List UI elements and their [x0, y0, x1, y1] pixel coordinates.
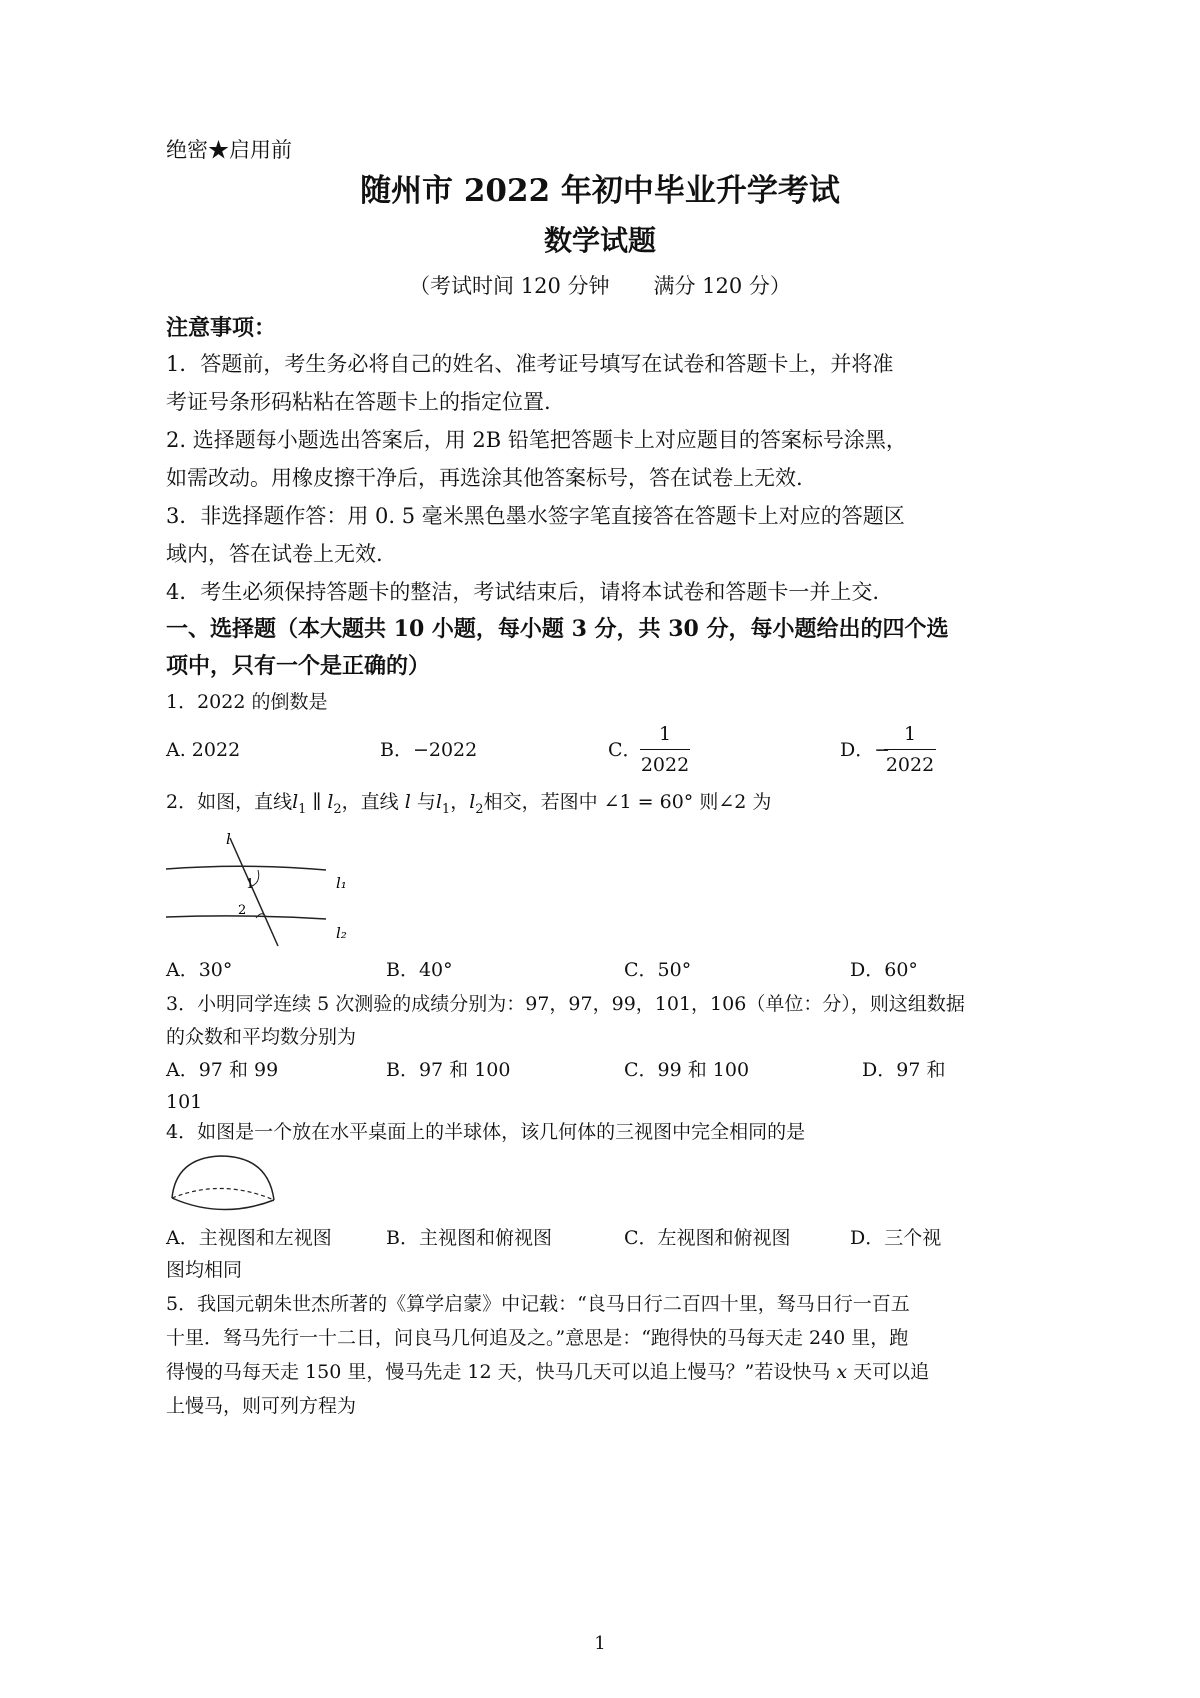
q4-option-d-cont: 图均相同 [166, 1259, 243, 1281]
exam-time: （考试时间 120 分钟 [409, 274, 610, 298]
fraction-bar [640, 749, 690, 750]
q5-var-x: x [836, 1361, 848, 1383]
q2-var: l [292, 791, 299, 813]
section-heading: 一、选择题（本大题共 10 小题，每小题 3 分，共 30 分，每小题给出的四个选 [166, 616, 949, 642]
q5-text: 得慢的马每天走 150 里，慢马先走 12 天，快马几天可以追上慢马？”若设快马 [166, 1361, 837, 1383]
question-5-line: 上慢马，则可列方程为 [166, 1395, 357, 1417]
q3-option-c: C．99 和 100 [624, 1059, 750, 1081]
q2-option-b: B．40° [386, 959, 453, 981]
fig-label-l2: l₂ [336, 924, 347, 942]
q2-text: 相交，若图中 ∠1 = 60° 则∠2 为 [483, 791, 772, 813]
parallel-lines-figure [166, 830, 366, 950]
q4-option-d: D．三个视 [850, 1227, 942, 1249]
q5-text: 天可以追 [847, 1361, 930, 1383]
exam-title: 随州市 2022 年初中毕业升学考试 [360, 173, 840, 209]
question-1-stem: 1．2022 的倒数是 [166, 691, 328, 713]
hemisphere-figure [166, 1150, 286, 1218]
exam-subtitle: 数学试题 [543, 224, 656, 257]
question-4-stem: 4．如图是一个放在水平桌面上的半球体，该几何体的三视图中完全相同的是 [166, 1121, 806, 1143]
notice-line: 2. 选择题每小题选出答案后，用 2B 铅笔把答题卡上对应题目的答案标号涂黑， [166, 428, 907, 452]
q2-text: ，直线 [341, 791, 405, 813]
fig-label-angle2: 2 [238, 903, 247, 918]
fig-label-angle1: 1 [246, 877, 255, 892]
notice-line: 如需改动。用橡皮擦干净后，再选涂其他答案标号，答在试卷上无效. [166, 466, 803, 490]
fraction-numerator: 1 [903, 723, 917, 745]
q3-option-a: A．97 和 99 [166, 1059, 279, 1081]
question-3-stem: 3．小明同学连续 5 次测验的成绩分别为：97，97，99，101，106（单位：分），则这组数据 [166, 993, 965, 1015]
notice-heading: 注意事项： [166, 315, 277, 341]
question-5-line [166, 1360, 929, 1384]
q1-option-d-fraction [884, 722, 936, 777]
notice-line: 考证号条形码粘粘在答题卡上的指定位置. [166, 390, 551, 414]
q2-text: 与 [410, 791, 436, 813]
q2-var: l [327, 791, 334, 813]
notice-line: 4．考生必须保持答题卡的整洁，考试结束后，请将本试卷和答题卡一并上交. [166, 580, 880, 604]
notice-line: 域内，答在试卷上无效. [166, 542, 383, 566]
fraction-denominator: 2022 [640, 754, 690, 776]
fraction-numerator: 1 [658, 723, 672, 745]
q2-sub: 1 [441, 801, 451, 817]
q2-var: l [404, 791, 411, 813]
q2-option-c: C．50° [624, 959, 692, 981]
q2-sub: 2 [333, 801, 342, 817]
q1-option-c-label: C． [608, 739, 642, 761]
q1-option-c-fraction [640, 722, 690, 777]
secret-label: 绝密★启用前 [166, 138, 292, 162]
q2-text: 2．如图，直线 [166, 791, 293, 813]
fig-label-l1: l₁ [336, 874, 347, 892]
q2-text: ， [450, 791, 470, 813]
notice-line: 1．答题前，考生务必将自己的姓名、准考证号填写在试卷和答题卡上，并将准 [166, 352, 894, 376]
exam-info [0, 274, 1200, 298]
notice-line: 3．非选择题作答：用 0. 5 毫米黑色墨水签字笔直接答在答题卡上对应的答题区 [166, 504, 905, 528]
page-number: 1 [594, 1633, 606, 1654]
question-2-stem [166, 790, 771, 822]
q2-sub: 2 [475, 801, 484, 817]
fig-label-l: l [226, 830, 231, 848]
q4-option-a: A．主视图和左视图 [166, 1227, 332, 1249]
q2-option-a: A．30° [166, 959, 233, 981]
q2-text: ∥ [306, 791, 328, 813]
question-5-line: 十里．驽马先行一十二日，问良马几何追及之。”意思是：“跑得快的马每天走 240 里，跑 [166, 1327, 909, 1349]
q1-option-a: A. 2022 [166, 739, 241, 761]
q3-option-d-cont: 101 [166, 1091, 203, 1113]
exam-score: 满分 120 分） [653, 274, 791, 298]
q1-option-d-label: D．− [840, 739, 891, 761]
q3-option-b: B．97 和 100 [386, 1059, 511, 1081]
question-3-stem-cont: 的众数和平均数分别为 [166, 1026, 357, 1048]
q2-var: l [435, 791, 442, 813]
q4-option-c: C．左视图和俯视图 [624, 1227, 791, 1249]
q4-option-b: B．主视图和俯视图 [386, 1227, 552, 1249]
question-5-line: 5．我国元朝朱世杰所著的《算学启蒙》中记载：“良马日行二百四十里，驽马日行一百五 [166, 1293, 910, 1315]
q2-var: l [469, 791, 476, 813]
fraction-bar [884, 749, 936, 750]
q2-sub: 1 [298, 801, 307, 817]
q3-option-d: D．97 和 [862, 1059, 946, 1081]
q2-option-d: D．60° [850, 959, 918, 981]
section-heading-cont: 项中，只有一个是正确的） [166, 653, 431, 679]
fraction-denominator: 2022 [885, 754, 935, 776]
q1-option-b: B．−2022 [380, 739, 478, 761]
